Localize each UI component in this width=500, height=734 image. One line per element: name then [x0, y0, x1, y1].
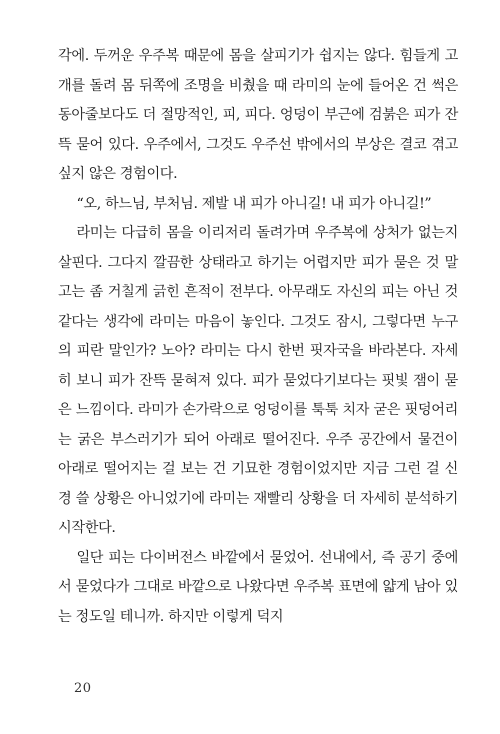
page-number: 20: [74, 681, 92, 696]
paragraph-3: 라미는 다급히 몸을 이리저리 돌려가며 우주복에 상처가 없는지 살핀다. 그다지 깔끔한 상태라고 하기는 어렵지만 피가 묻은 것 말고는 좀 거칠게 긁힌 흔적이 전부다. 아무래도 자신의 피는 아닌 것 같다는 생각에 라미는 마음이 놓인다. 그것도 잠시, 그렇다면 누구의 피란 말인가? 노아? 라미는 다시 한번 핏자국을 바라본다. 자세히 보니 피가 잔뜩 묻혀져 있다. 피가 묻었다기보다는 핏빛 잼이 묻은 느낌이다. 라미가 손가락으로 엉덩이를 툭툭 치자 굳은 핏덩어리는 굵은 부스러기가 되어 아래로 떨어진다. 우주 공간에서 물건이 아래로 떨어지는 걸 보는 건 기묘한 경험이었지만 지금 그런 걸 신경 쓸 상황은 아니었기에 라미는 재빨리 상황을 더 자세히 분석하기 시작한다.: [58, 225, 458, 536]
paragraph-4: 일단 피는 다이버전스 바깥에서 묻었어. 선내에서, 즉 공기 중에서 묻었다가 그대로 바깥으로 나왔다면 우주복 표면에 얇게 남아 있는 정도일 테니까. 하지만 이렇게 덕지: [58, 549, 458, 625]
paragraph-1: 각에. 두꺼운 우주복 때문에 몸을 살피기가 쉽지는 않다. 힘들게 고개를 돌려 몸 뒤쪽에 조명을 비췄을 때 라미의 눈에 들어온 건 썩은 동아줄보다도 더 절망적인, 피, 피다. 엉덩이 부근에 검붉은 피가 잔뜩 묻어 있다. 우주에서, 그것도 우주선 밖에서의 부상은 결코 겪고 싶지 않은 경험이다.: [58, 48, 458, 182]
paragraph-2: “오, 하느님, 부처님. 제발 내 피가 아니길! 내 피가 아니길!”: [76, 195, 432, 212]
body-text: [58, 42, 458, 632]
